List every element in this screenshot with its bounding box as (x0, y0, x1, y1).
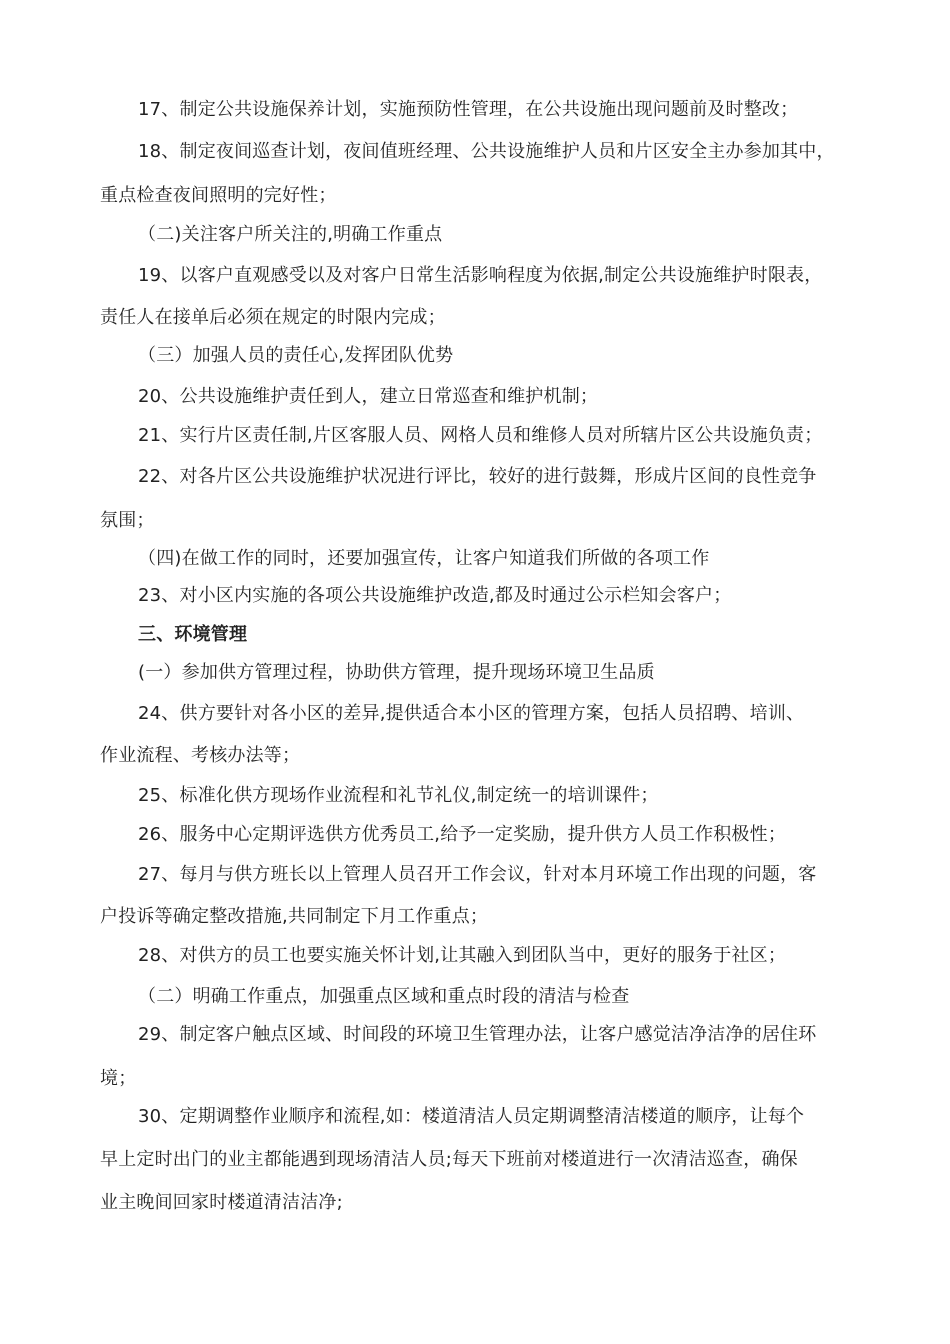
paragraph-19-cont: 责任人在接单后必须在规定的时限内完成； (100, 307, 446, 328)
paragraph-28: 28、对供方的员工也要实施关怀计划,让其融入到团队当中，更好的服务于社区； (138, 945, 787, 966)
paragraph-21: 21、实行片区责任制,片区客服人员、网格人员和维修人员对所辖片区公共设施负责； (138, 425, 823, 446)
paragraph-24-cont: 作业流程、考核办法等； (100, 745, 301, 766)
paragraph-18-cont: 重点检查夜间照明的完好性； (100, 185, 337, 206)
paragraph-24: 24、供方要针对各小区的差异,提供适合本小区的管理方案，包括人员招聘、培训、 (138, 703, 805, 724)
subheading-env-2: （二）明确工作重点，加强重点区域和重点时段的清洁与检查 (138, 986, 630, 1007)
paragraph-30: 30、定期调整作业顺序和流程,如：楼道清洁人员定期调整清洁楼道的顺序，让每个 (138, 1106, 805, 1127)
paragraph-29-cont: 境； (100, 1068, 137, 1089)
paragraph-22-cont: 氛围； (100, 510, 155, 531)
paragraph-27: 27、每月与供方班长以上管理人员召开工作会议，针对本月环境工作出现的问题，客 (138, 864, 817, 885)
paragraph-20: 20、公共设施维护责任到人，建立日常巡查和维护机制； (138, 386, 599, 407)
paragraph-26: 26、服务中心定期评选供方优秀员工,给予一定奖励，提升供方人员工作积极性； (138, 824, 787, 845)
paragraph-18: 18、制定夜间巡查计划，夜间值班经理、公共设施维护人员和片区安全主办参加其中， (138, 141, 835, 162)
subheading-2: （二)关注客户所关注的,明确工作重点 (138, 224, 443, 245)
subheading-env-1: (一）参加供方管理过程，协助供方管理，提升现场环境卫生品质 (138, 662, 655, 683)
paragraph-27-cont: 户投诉等确定整改措施,共同制定下月工作重点； (100, 906, 489, 927)
paragraph-19: 19、以客户直观感受以及对客户日常生活影响程度为依据,制定公共设施维护时限表， (138, 265, 823, 286)
section-heading-environment: 三、环境管理 (138, 624, 248, 645)
paragraph-23: 23、对小区内实施的各项公共设施维护改造,都及时通过公示栏知会客户； (138, 585, 732, 606)
paragraph-22: 22、对各片区公共设施维护状况进行评比，较好的进行鼓舞，形成片区间的良性竞争 (138, 466, 817, 487)
paragraph-29: 29、制定客户触点区域、时间段的环境卫生管理办法，让客户感觉洁净洁净的居住环 (138, 1024, 817, 1045)
paragraph-30-cont-2: 业主晚间回家时楼道清洁洁净; (100, 1192, 343, 1213)
subheading-3: （三）加强人员的责任心,发挥团队优势 (138, 345, 454, 366)
paragraph-25: 25、标准化供方现场作业流程和礼节礼仪,制定统一的培训课件； (138, 785, 659, 806)
subheading-4: （四)在做工作的同时，还要加强宣传，让客户知道我们所做的各项工作 (138, 548, 710, 569)
paragraph-30-cont-1: 早上定时出门的业主都能遇到现场清洁人员;每天下班前对楼道进行一次清洁巡查，确保 (100, 1149, 798, 1170)
paragraph-17: 17、制定公共设施保养计划，实施预防性管理，在公共设施出现问题前及时整改； (138, 99, 799, 120)
